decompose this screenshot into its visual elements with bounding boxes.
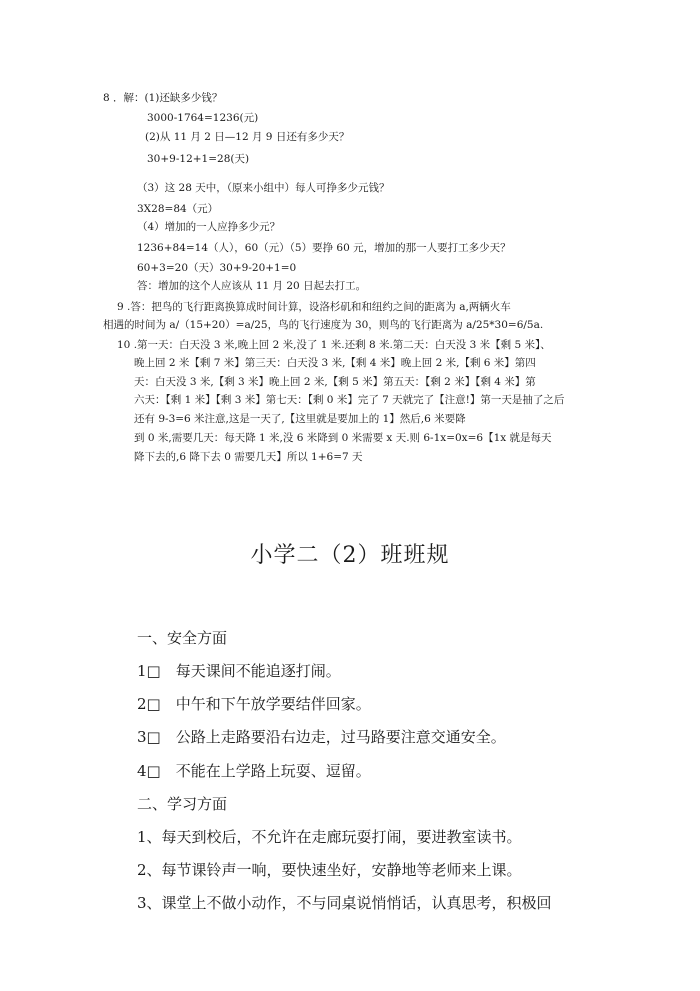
solution-line: 3000-1764=1236(元) <box>147 112 259 124</box>
solution-line: 60+3=20（天）30+9-20+1=0 <box>137 262 297 274</box>
rule-item: 3、课堂上不做小动作，不与同桌说悄悄话，认真思考，积极回 <box>137 894 552 912</box>
solution-line: 天：白天没 3 米,【剩 3 米】晚上回 2 米,【剩 5 米】第五天：【剩 2 米】【剩 4 米】第 <box>134 376 536 388</box>
rule-item: 3□ 公路上走路要沿右边走，过马路要注意交通安全。 <box>137 728 506 746</box>
solution-line: 相遇的时间为 a/（15+20）=a/25，鸟的飞行速度为 30，则鸟的飞行距离为 a/25*30=6/5a. <box>103 319 544 331</box>
rules-section-heading-study: 二、学习方面 <box>137 795 228 813</box>
solution-line: 还有 9-3=6 米注意,这是一天了,【这里就是要加上的 1】然后,6 米要降 <box>134 413 466 425</box>
rule-item: 2□ 中午和下午放学要结伴回家。 <box>137 695 371 713</box>
solution-line: 8 ．解：(1)还缺多少钱？ <box>103 92 223 104</box>
solution-line: （3）这 28 天中，（原来小组中）每人可挣多少元钱？ <box>137 182 390 194</box>
solution-line: 晚上回 2 米【剩 7 米】第三天：白天没 3 米,【剩 4 米】晚上回 2 米,【剩 6 米】第四 <box>134 357 536 369</box>
rule-item: 1□ 每天课间不能追逐打闹。 <box>137 662 341 680</box>
solution-line: (2)从 11 月 2 日—12 月 9 日还有多少天？ <box>145 131 350 143</box>
rules-section-heading-safety: 一、安全方面 <box>137 629 228 647</box>
solution-line: 答：增加的这个人应该从 11 月 20 日起去打工。 <box>137 280 367 292</box>
solution-line: 六天：【剩 1 米】【剩 3 米】第七天：【剩 0 米】完了 7 天就完了【注意!】第一天是抽了之后 <box>134 394 565 406</box>
solution-line: 1236+84=14（人），60（元）（5）要挣 60 元，增加的那一人要打工多少天？ <box>137 242 511 254</box>
page-title: 小学二（2）班班规 <box>250 543 450 568</box>
rule-item: 4□ 不能在上学路上玩耍、逗留。 <box>137 762 371 780</box>
rule-item: 1、每天到校后，不允许在走廊玩耍打闹，要进教室读书。 <box>137 828 522 846</box>
solution-line: 10 .第一天：白天没 3 米,晚上回 2 米,没了 1 米.还剩 8 米.第二天：白天没 3 米【剩 5 米】、 <box>117 339 551 351</box>
rule-item: 2、每节课铃声一响，要快速坐好，安静地等老师来上课。 <box>137 861 522 879</box>
solution-line: 3X28=84（元） <box>137 203 219 215</box>
solution-line: （4）增加的一人应挣多少元？ <box>137 221 281 233</box>
solution-line: 9 .答：把鸟的飞行距离换算成时间计算，设洛杉矶和和纽约之间的距离为 a,两辆火车 <box>117 301 511 313</box>
solution-line: 降下去的,6 降下去 0 需要几天】所以 1+6=7 天 <box>134 451 363 463</box>
solution-line: 到 0 米,需要几天：每天降 1 米,没 6 米降到 0 米需要 x 天.则 6-1x=0x=6【1x 就是每天 <box>134 432 552 444</box>
solution-line: 30+9-12+1=28(天) <box>147 153 250 165</box>
